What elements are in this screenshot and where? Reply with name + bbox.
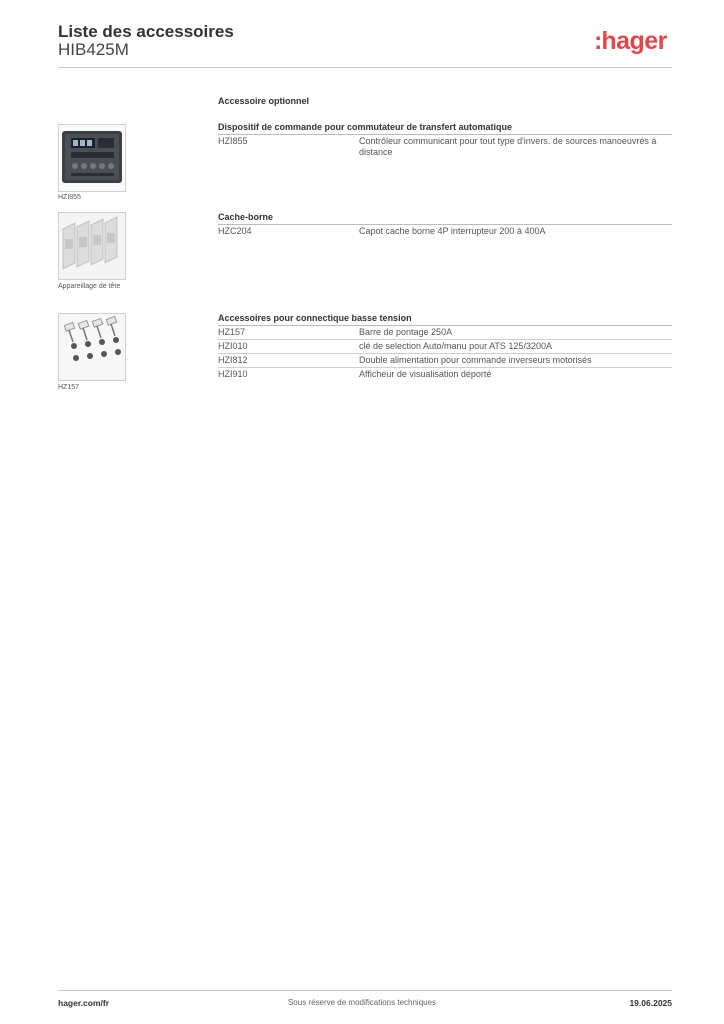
article-description: Afficheur de visualisation déporté [359, 369, 492, 379]
footer-divider [58, 990, 672, 991]
article-description: clé de selection Auto/manu pour ATS 125/3200A [359, 341, 552, 351]
article-description: Capot cache borne 4P interrupteur 200 à 400A [359, 226, 546, 236]
section-low-voltage [218, 312, 672, 381]
footer-date: 19.06.2025 [629, 998, 672, 1008]
image-caption: HZI855 [58, 194, 81, 201]
image-caption: Appareillage de tête [58, 283, 121, 290]
table-row [218, 135, 672, 159]
page-title: Liste des accessoires [58, 22, 234, 41]
table-row [218, 340, 672, 354]
article-code: HZ157 [218, 327, 246, 337]
section-terminal-cover [218, 211, 672, 238]
table-row [218, 326, 672, 340]
article-description: Contrôleur communicant pour tout type d'invers. de sources manoeuvrés à distance [359, 136, 657, 157]
section-title: Dispositif de commande pour commutateur de transfert automatique [218, 121, 672, 135]
image-caption: HZ157 [58, 384, 80, 391]
header-divider [58, 67, 672, 68]
product-reference: HIB425M [58, 40, 129, 59]
table-row [218, 354, 672, 368]
hager-logo[interactable] [594, 26, 667, 56]
section-controller [218, 121, 672, 159]
section-heading: Accessoire optionnel [218, 96, 310, 106]
table-row [218, 368, 672, 381]
table-row [218, 225, 672, 238]
bridging-bar-icon [58, 313, 126, 381]
article-description: Double alimentation pour commande inverseurs motorisés [359, 355, 592, 365]
logo-dots: : [594, 27, 601, 55]
logo-text: hager [601, 27, 667, 55]
article-code: HZI812 [218, 355, 248, 365]
terminal-cover-icon [58, 212, 126, 280]
section-title: Accessoires pour connectique basse tension [218, 312, 672, 326]
footer-website-link[interactable]: hager.com/fr [58, 998, 110, 1008]
section-title: Cache-borne [218, 211, 672, 225]
article-code: HZC204 [218, 226, 252, 236]
controller-device-icon [58, 124, 126, 192]
article-code: HZI855 [218, 136, 248, 146]
article-code: HZI910 [218, 369, 248, 379]
article-description: Barre de pontage 250A [359, 327, 453, 337]
article-code: HZI010 [218, 341, 248, 351]
footer-disclaimer: Sous réserve de modifications techniques [287, 998, 437, 1007]
